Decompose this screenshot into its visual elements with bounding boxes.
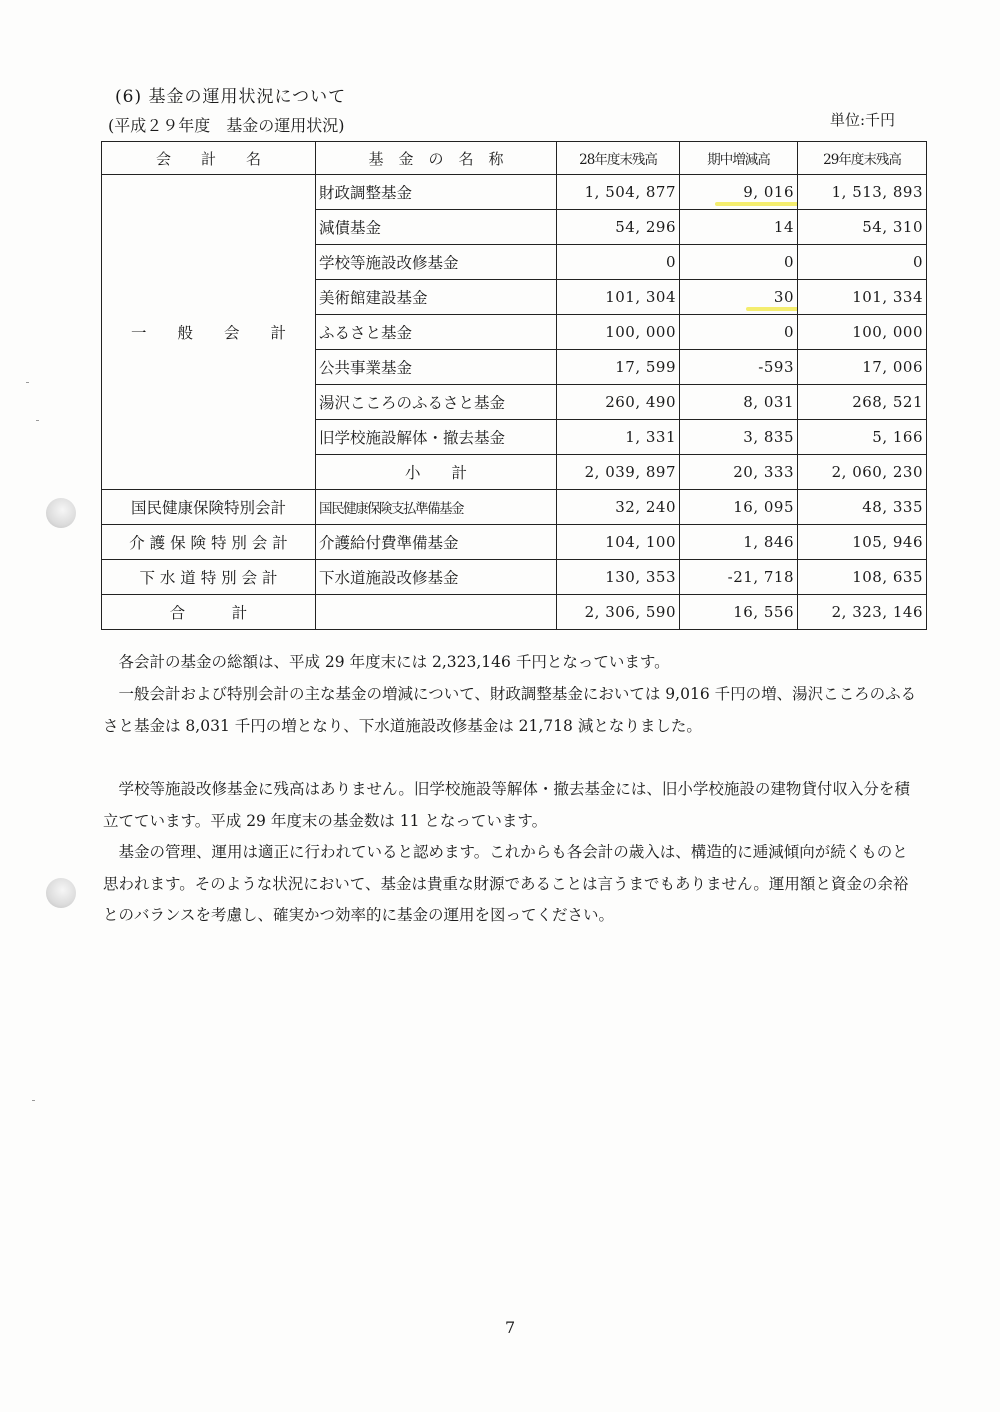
section-title: (6) 基金の運用状況について bbox=[115, 87, 347, 107]
prev-balance-cell: 32, 240 bbox=[557, 490, 680, 525]
header-prev-balance: 28年度末残高 bbox=[557, 142, 680, 175]
change-cell: -21, 718 bbox=[680, 560, 798, 595]
fund-name-cell: 財政調整基金 bbox=[316, 175, 557, 210]
prev-balance-cell: 101, 304 bbox=[557, 280, 680, 315]
curr-balance-cell: 108, 635 bbox=[798, 560, 927, 595]
prev-balance-cell: 1, 331 bbox=[557, 420, 680, 455]
table-row bbox=[102, 490, 927, 525]
account-name-cell: 介 護 保 険 特 別 会 計 bbox=[102, 525, 316, 560]
change-value: 0 bbox=[783, 323, 794, 341]
fund-name-cell: 公共事業基金 bbox=[316, 350, 557, 385]
highlighter-mark bbox=[746, 307, 798, 311]
change-cell bbox=[680, 210, 798, 245]
header-curr-balance: 29年度末残高 bbox=[798, 142, 927, 175]
change-cell bbox=[680, 350, 798, 385]
change-value: 14 bbox=[773, 218, 794, 236]
fund-name-cell: 美術館建設基金 bbox=[316, 280, 557, 315]
curr-balance-cell: 5, 166 bbox=[798, 420, 927, 455]
body-paragraph: 一般会計および特別会計の主な基金の増減について、財政調整基金においては 9,016 千円の増、湯沢こころのふるさと基金は 8,031 千円の増となり、下水道施設改修基金は 21,718 減となりました。 bbox=[103, 685, 917, 735]
total-fund-cell bbox=[316, 595, 557, 630]
prev-balance-cell: 54, 296 bbox=[557, 210, 680, 245]
scan-speck bbox=[26, 382, 29, 383]
change-value: 8, 031 bbox=[743, 393, 794, 411]
fund-name-cell: 減債基金 bbox=[316, 210, 557, 245]
fund-name-cell: 国民健康保険支払準備基金 bbox=[316, 490, 557, 525]
prev-balance-cell: 0 bbox=[557, 245, 680, 280]
fund-name-cell: 下水道施設改修基金 bbox=[316, 560, 557, 595]
account-name-cell: 国民健康保険特別会計 bbox=[102, 490, 316, 525]
fund-name-cell: 湯沢こころのふるさと基金 bbox=[316, 385, 557, 420]
subtotal-label: 小 計 bbox=[316, 455, 557, 490]
prev-balance-cell: 17, 599 bbox=[557, 350, 680, 385]
header-fund-name: 基 金 の 名 称 bbox=[316, 142, 557, 175]
change-value: 9, 016 bbox=[743, 183, 794, 201]
change-value: -593 bbox=[758, 358, 794, 376]
fund-table bbox=[101, 141, 927, 630]
curr-balance-cell: 48, 335 bbox=[798, 490, 927, 525]
curr-balance-cell: 268, 521 bbox=[798, 385, 927, 420]
change-cell bbox=[680, 245, 798, 280]
table-header-row bbox=[102, 142, 927, 175]
total-row bbox=[102, 595, 927, 630]
highlighter-mark bbox=[715, 202, 797, 206]
scan-speck bbox=[36, 420, 39, 421]
unit-label: 単位:千円 bbox=[830, 111, 896, 129]
account-name-cell: 下 水 道 特 別 会 計 bbox=[102, 560, 316, 595]
change-cell bbox=[680, 385, 798, 420]
prev-balance-cell: 1, 504, 877 bbox=[557, 175, 680, 210]
curr-balance-cell: 100, 000 bbox=[798, 315, 927, 350]
change-value: 3, 835 bbox=[743, 428, 794, 446]
change-cell bbox=[680, 280, 798, 315]
prev-balance-cell: 130, 353 bbox=[557, 560, 680, 595]
subtotal-prev: 2, 039, 897 bbox=[557, 455, 680, 490]
curr-balance-cell: 1, 513, 893 bbox=[798, 175, 927, 210]
fund-name-cell: ふるさと基金 bbox=[316, 315, 557, 350]
total-change: 16, 556 bbox=[680, 595, 798, 630]
curr-balance-cell: 0 bbox=[798, 245, 927, 280]
fund-name-cell: 介護給付費準備基金 bbox=[316, 525, 557, 560]
body-paragraph: 基金の管理、運用は適正に行われていると認めます。これからも各会計の歳入は、構造的に逓減傾向が続くものと思われます。そのような状況において、基金は貴重な財源であることは言うまでもありません。運用額と資金の余裕とのバランスを考慮し、確実かつ効率的に基金の運用を図ってください。 bbox=[103, 843, 909, 924]
header-change: 期中増減高 bbox=[680, 142, 798, 175]
header-account-name: 会 計 名 bbox=[102, 142, 316, 175]
table-caption: (平成２９年度 基金の運用状況) bbox=[108, 116, 345, 135]
curr-balance-cell: 101, 334 bbox=[798, 280, 927, 315]
page-number: 7 bbox=[505, 1318, 516, 1337]
change-cell: 1, 846 bbox=[680, 525, 798, 560]
table-row bbox=[102, 525, 927, 560]
total-curr: 2, 323, 146 bbox=[798, 595, 927, 630]
change-value: 0 bbox=[783, 253, 794, 271]
change-cell bbox=[680, 175, 798, 210]
punch-hole-bottom bbox=[46, 878, 76, 908]
subtotal-change: 20, 333 bbox=[680, 455, 798, 490]
fund-name-cell: 旧学校施設解体・撤去基金 bbox=[316, 420, 557, 455]
total-prev: 2, 306, 590 bbox=[557, 595, 680, 630]
prev-balance-cell: 260, 490 bbox=[557, 385, 680, 420]
subtotal-curr: 2, 060, 230 bbox=[798, 455, 927, 490]
account-name-cell: 一 般 会 計 bbox=[102, 175, 316, 490]
change-cell bbox=[680, 420, 798, 455]
change-value: 30 bbox=[774, 288, 794, 306]
curr-balance-cell: 54, 310 bbox=[798, 210, 927, 245]
change-cell bbox=[680, 315, 798, 350]
change-cell: 16, 095 bbox=[680, 490, 798, 525]
punch-hole-top bbox=[46, 498, 76, 528]
body-paragraph: 学校等施設改修基金に残高はありません。旧学校施設等解体・撤去基金には、旧小学校施設の建物貸付収入分を積立てています。平成 29 年度末の基金数は 11 となっています。 bbox=[103, 780, 910, 830]
prev-balance-cell: 100, 000 bbox=[557, 315, 680, 350]
table-row bbox=[102, 175, 927, 210]
fund-name-cell: 学校等施設改修基金 bbox=[316, 245, 557, 280]
prev-balance-cell: 104, 100 bbox=[557, 525, 680, 560]
table-row bbox=[102, 560, 927, 595]
body-paragraph: 各会計の基金の総額は、平成 29 年度末には 2,323,146 千円となっています。 bbox=[103, 653, 670, 671]
curr-balance-cell: 17, 006 bbox=[798, 350, 927, 385]
total-label: 合 計 bbox=[102, 595, 316, 630]
curr-balance-cell: 105, 946 bbox=[798, 525, 927, 560]
scan-speck bbox=[32, 1100, 35, 1101]
